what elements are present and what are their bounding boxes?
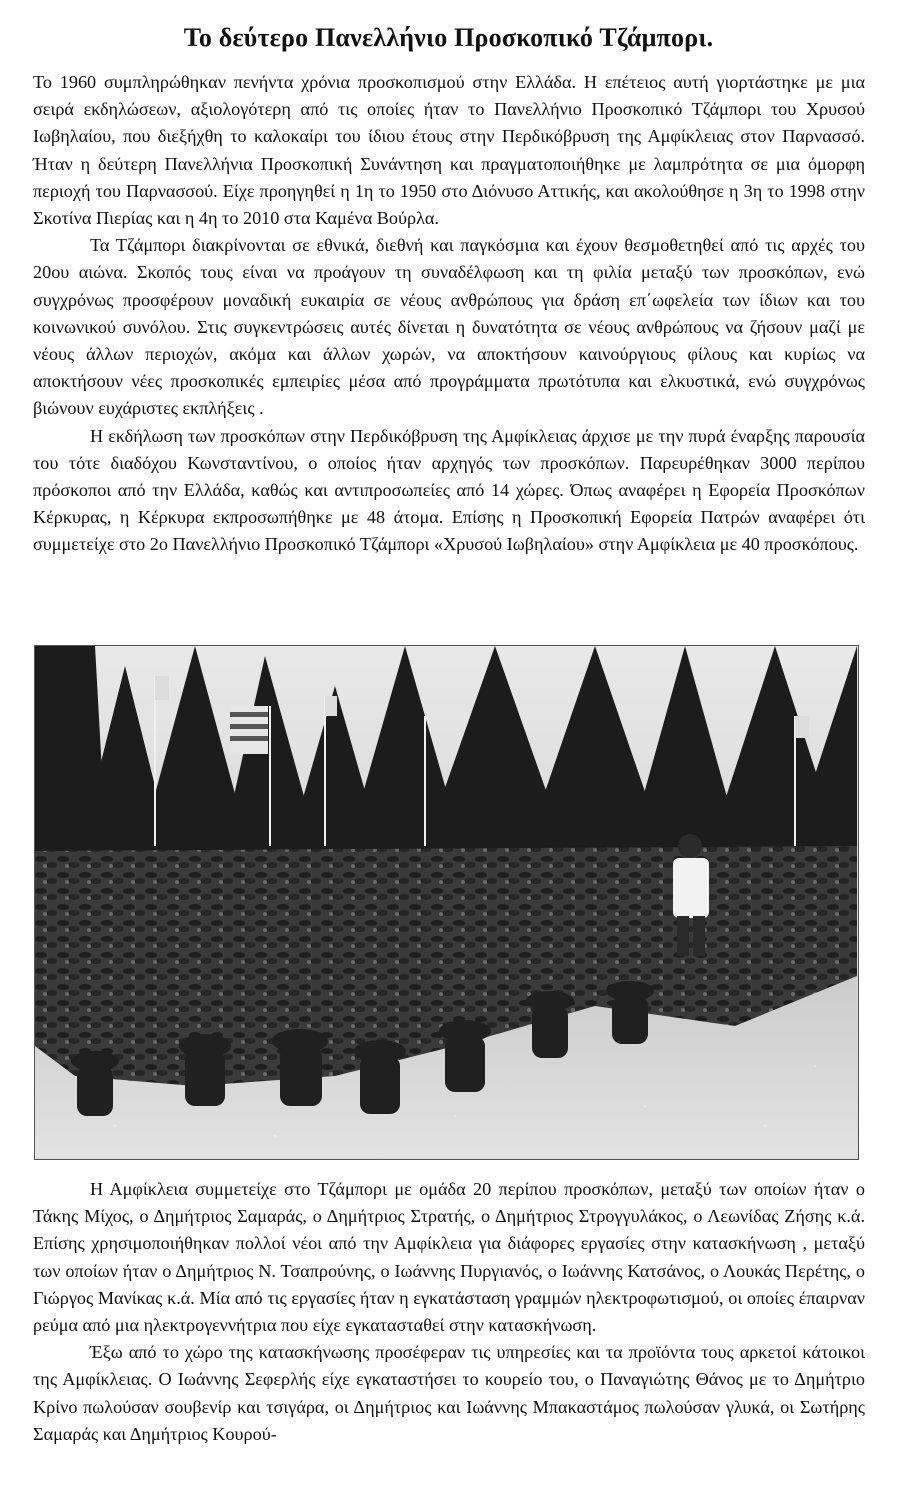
paragraph-4: Η Αμφίκλεια συμμετείχε στο Τζάμπορι με ομάδα 20 περίπου προσκόπων, μεταξύ των οποίων ήταν ο Τάκης Μίχος, ο Δημήτριος Σαμαράς, ο Δημήτριος Στρατής, ο Δημήτριος Στρογγυλάκος, ο Λεωνίδας Ζήσης κ.ά. Επίσης χρησιμοποιήθηκαν πολλοί νέοι από την Αμφίκλεια για διάφορες εργασίες στην κατασκήνωση , μεταξύ των οποίων ήταν ο Δημήτριος Ν. Τσαπρούνης, ο Ιωάννης Πυργιανός, ο Ιωάννης Κατσάνος, ο Λουκάς Περέτης, ο Γιώργος Μανίκας κ.ά. Μία από τις εργασίες ήταν η εγκατάσταση γραμμών ηλεκτροφωτισμού, οι οποίες έπαιρναν ρεύμα από μια ηλεκτρογεννήτρια που είχε εγκατασταθεί στην κατασκήνωση. (33, 1179, 865, 1336)
photo-illustration (35, 646, 857, 1158)
scouts-gathering-photo (34, 645, 859, 1160)
article-body-bottom (33, 1176, 865, 1448)
article-body-top (33, 69, 865, 559)
paragraph-5: Έξω από το χώρο της κατασκήνωσης προσέφεραν τις υπηρεσίες και τα προϊόντα τους αρκετοί κάτοικοι της Αμφίκλειας. Ο Ιωάννης Σεφερλής είχε εγκαταστήσει το κουρείο του, ο Παναγιώτης Θάνος με το Δημήτριο Κρίνο πωλούσαν σουβενίρ και τσιγάρα, οι Δημήτριος και Ιωάννης Μπακαστάμος πωλούσαν γλυκά, οι Σωτήρης Σαμαράς και Δημήτριος Κουρού- (33, 1342, 865, 1444)
paragraph-1: Το 1960 συμπληρώθηκαν πενήντα χρόνια προσκοπισμού στην Ελλάδα. Η επέτειος αυτή γιορτάστηκε με μια σειρά εκδηλώσεων, αξιολογότερη από τις οποίες ήταν το Πανελλήνιο Προσκοπικό Τζάμπορι του Χρυσού Ιωβηλαίου, που διεξήχθη το καλοκαίρι του ίδιου έτους στην Περδικόβρυση της Αμφίκλειας στον Παρνασσό. Ήταν η δεύτερη Πανελλήνια Προσκοπική Συνάντηση και πραγματοποιήθηκε με λαμπρότητα σε μια όμορφη περιοχή του Παρνασσού. Είχε προηγηθεί η 1η το 1950 στο Διόνυσο Αττικής, και ακολούθησε η 3η το 1998 στην Σκοτίνα Πιερίας και η 4η το 2010 στα Καμένα Βούρλα. (33, 72, 865, 229)
article-title: Το δεύτερο Πανελλήνιο Προσκοπικό Τζάμπορι. (183, 23, 714, 52)
paragraph-3: Η εκδήλωση των προσκόπων στην Περδικόβρυση της Αμφίκλειας άρχισε με την πυρά έναρξης παρουσία του τότε διαδόχου Κωνσταντίνου, ο οποίος ήταν αρχηγός των προσκόπων. Παρευρέθηκαν 3000 περίπου πρόσκοποι από την Ελλάδα, καθώς και αντιπροσωπείες από 14 χώρες. Όπως αναφέρει η Εφορεία Προσκόπων Κέρκυρας, η Κέρκυρα εκπροσωπήθηκε με 48 άτομα. Επίσης η Προσκοπική Εφορεία Πατρών αναφέρει ότι συμμετείχε στο 2ο Πανελλήνιο Προσκοπικό Τζάμπορι «Χρυσού Ιωβηλαίου» στην Αμφίκλεια με 40 προσκόπους. (33, 425, 865, 555)
paragraph-2: Τα Τζάμπορι διακρίνονται σε εθνικά, διεθνή και παγκόσμια και έχουν θεσμοθετηθεί από τις αρχές του 20ου αιώνα. Σκοπός τους είναι να προάγουν τη συναδέλφωση και τη φιλία μεταξύ των προσκόπων, ενώ συγχρόνως προσφέρουν μοναδική ευκαιρία σε νέους ανθρώπους για δράση επ΄ωφελεία των ίδιων και του κοινωνικού συνόλου. Στις συγκεντρώσεις αυτές δίνεται η δυνατότητα σε νέους ανθρώπους να ζήσουν μαζί με νέους άλλων περιοχών, ακόμα και άλλων χωρών, να αποκτήσουν καινούργιους φίλους και κυρίως να αποκτήσουν νέες προσκοπικές εμπειρίες μέσα από προγράμματα πρωτότυπα και ελκυστικά, ενώ συγχρόνως βιώνουν ευχάριστες εκπλήξεις . (33, 235, 865, 419)
